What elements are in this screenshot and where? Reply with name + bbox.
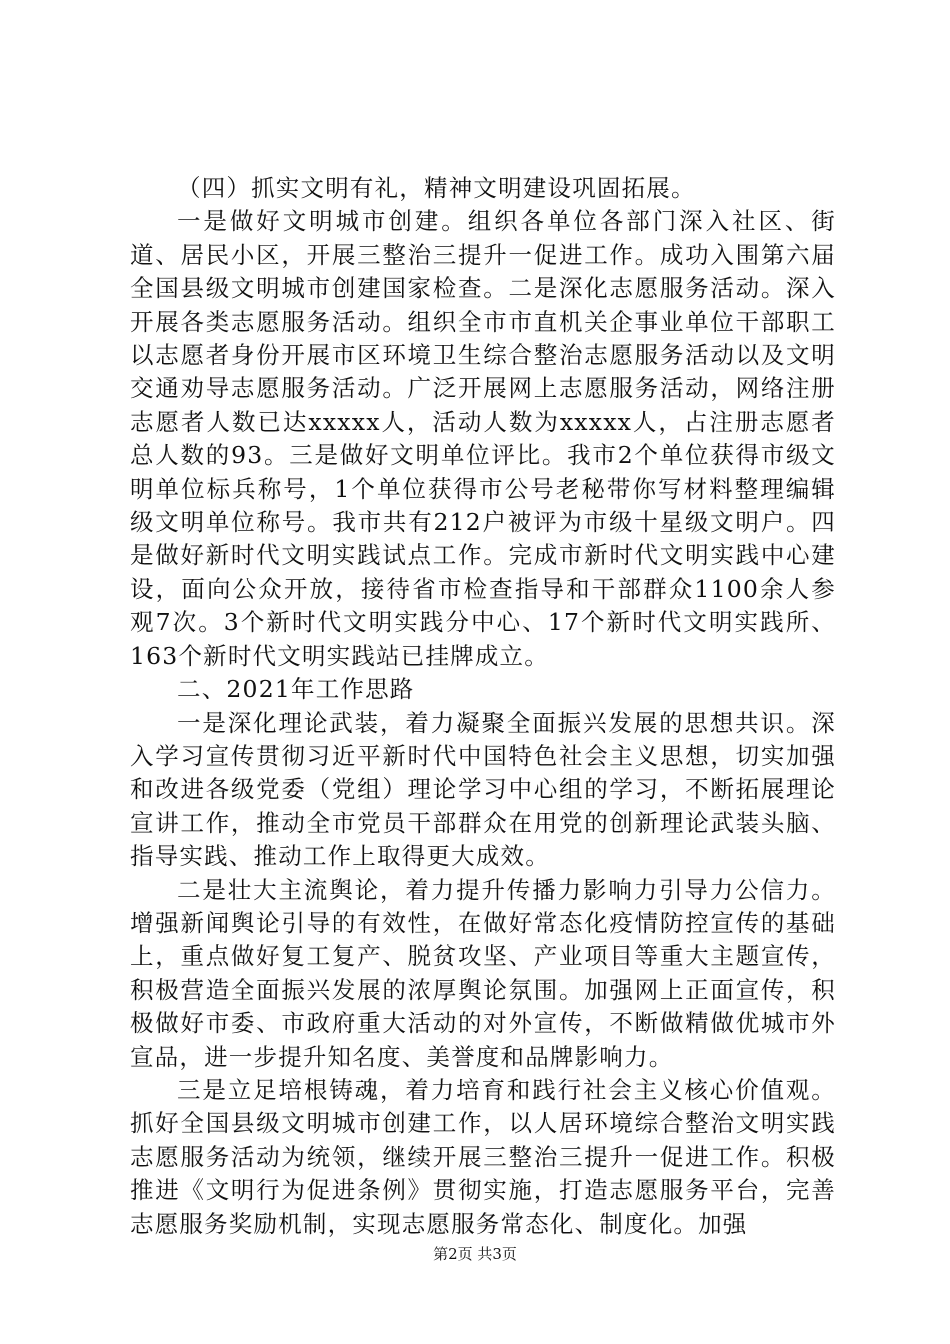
document-body — [130, 172, 836, 1241]
paragraph-public-opinion: 二是壮大主流舆论，着力提升传播力影响力引导力公信力。增强新闻舆论引导的有效性，在做好常态化疫情防控宣传的基础上，重点做好复工复产、脱贫攻坚、产业项目等重大主题宣传，积极营造全面振兴发展的浓厚舆论氛围。加强网上正面宣传，积极做好市委、市政府重大活动的对外宣传，不断做精做优城市外宣品，进一步提升知名度、美誉度和品牌影响力。 — [130, 875, 836, 1071]
page-number-label: 第2页 共3页 — [433, 1245, 517, 1263]
section-heading-2021-plan: 二、2021年工作思路 — [177, 675, 415, 704]
paragraph-theory-armament: 一是深化理论武装，着力凝聚全面振兴发展的思想共识。深入学习宣传贯彻习近平新时代中国特色社会主义思想，切实加强和改进各级党委（党组）理论学习中心组的学习，不断拓展理论宣讲工作，推动全市党员干部群众在用党的创新理论武装头脑、指导实践、推动工作上取得更大成效。 — [130, 708, 836, 871]
page-footer — [0, 1244, 950, 1264]
paragraph-civilized-city: 一是做好文明城市创建。组织各单位各部门深入社区、街道、居民小区，开展三整治三提升一促进工作。成功入围第六届全国县级文明城市创建国家检查。二是深化志愿服务活动。深入开展各类志愿服务活动。组织全市市直机关企事业单位干部职工以志愿者身份开展市区环境卫生综合整治志愿服务活动以及文明交通劝导志愿服务活动。广泛开展网上志愿服务活动，网络注册志愿者人数已达xxxxx人，活动人数为xxxxx人，占注册志愿者总人数的93。三是做好文明单位评比。我市2个单位获得市级文明单位标兵称号，1个单位获得市公号老秘带你写材料整理编辑级文明单位称号。我市共有212户被评为市级十星级文明户。四是做好新时代文明实践试点工作。完成市新时代文明实践中心建设，面向公众开放，接待省市检查指导和干部群众1100余人参观7次。3个新时代文明实践分中心、17个新时代文明实践所、163个新时代文明实践站已挂牌成立。 — [130, 207, 836, 670]
section-heading-four: （四）抓实文明有礼，精神文明建设巩固拓展。 — [177, 174, 696, 202]
paragraph-core-values: 三是立足培根铸魂，着力培育和践行社会主义核心价值观。抓好全国县级文明城市创建工作，以人居环境综合整治文明实践志愿服务活动为统领，继续开展三整治三提升一促进工作。积极推进《文明行为促进条例》贯彻实施，打造志愿服务平台，完善志愿服务奖励机制，实现志愿服务常态化、制度化。加强 — [130, 1075, 836, 1238]
